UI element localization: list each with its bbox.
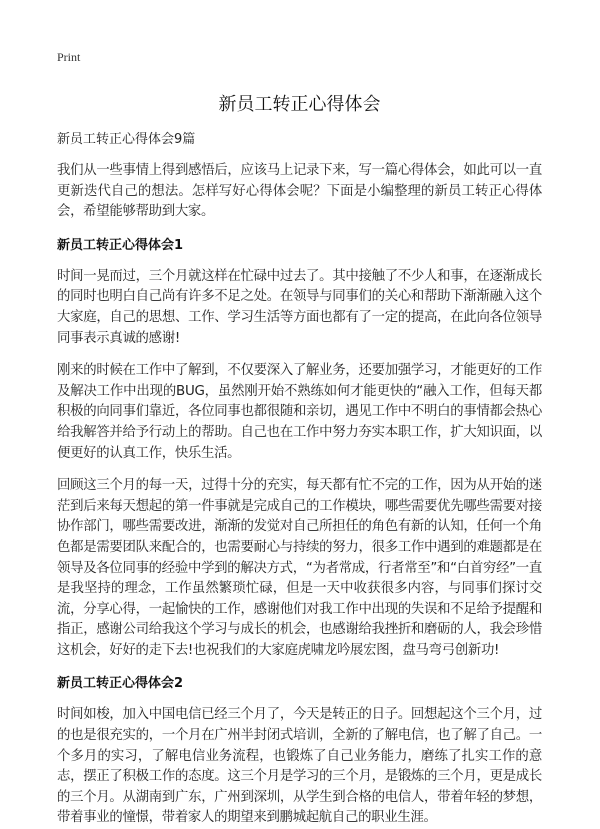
section-heading-2: 新员工转正心得体会2 xyxy=(57,676,184,692)
intro-paragraph: 我们从一些事情上得到感悟后，应该马上记录下来，写一篇心得体会，如此可以一直更新迭代自己的想法。怎样写好心得体会呢？下面是小编整理的新员工转正心得体会，希望能够帮助到大家。 xyxy=(57,163,542,220)
print-link[interactable]: Print xyxy=(57,50,81,64)
section-1-paragraph-3: 回顾这三个月的每一天，过得十分的充实，每天都有忙不完的工作，因为从开始的迷茫到后来每天想起的第一件事就是完成自己的工作模块，哪些需要优先哪些需要对接协作部门，哪些需要改进，渐渐的发觉对自己所担任的角色有新的认知，任何一个角色都是需要团队来配合的，也需要耐心与持续的努力，很多工作中遇到的难题都是在领导及各位同事的经验中学到的解决方式，“为者常成，行者常至”和“白首穷经”一直是我坚持的理念，工作虽然繁琐忙碌，但是一天中收获很多内容，与同事们探讨交流，分享心得，一起愉快的工作，感谢他们对我工作中出现的失误和不足给予提醒和指正，感谢公司给我这个学习与成长的机会，也感谢给我挫折和磨砺的人，我会珍惜这机会，好好的走下去!也祝我们的大家庭虎啸龙吟展宏图，盘马弯弓创新功! xyxy=(57,478,542,658)
section-heading-1: 新员工转正心得体会1 xyxy=(57,237,184,253)
document-subtitle: 新员工转正心得体会9篇 xyxy=(57,132,196,147)
document-title: 新员工转正心得体会 xyxy=(218,94,381,115)
section-1-paragraph-2: 刚来的时候在工作中了解到，不仅要深入了解业务，还要加强学习，才能更好的工作及解决工作中出现的BUG，虽然刚开始不熟练如何才能更快的“融入工作，但每天都积极的向同事们靠近，各位同事也都很随和亲切，遇见工作中不明白的事情都会热心给我解答并给予行动上的帮助。自己也在工作中努力夯实本职工作，扩大知识面，以便更好的认真工作，快乐生活。 xyxy=(57,363,542,461)
section-1-paragraph-1: 时间一晃而过，三个月就这样在忙碌中过去了。其中接触了不少人和事，在逐渐成长的同时也明白自己尚有许多不足之处。在领导与同事们的关心和帮助下渐渐融入这个大家庭，自己的思想、工作、学习生活等方面也都有了一定的提高，在此向各位领导同事表示真诚的感谢! xyxy=(57,268,542,346)
section-2-paragraph-1: 时间如梭，加入中国电信已经三个月了，今天是转正的日子。回想起这个三个月，过的也是很充实的，一个月在广州半封闭式培训，全新的了解电信，也了解了自己。一个多月的实习，了解电信业务流程，也锻炼了自己业务能力，磨练了扎实工作的意志，摆正了积极工作的态度。这三个月是学习的三个月，是锻炼的三个月，更是成长的三个月。从湖南到广东，广州到深圳，从学生到合格的电信人，带着年轻的梦想，带着事业的憧憬，带着家人的期望来到鹏城起航自己的职业生涯。 xyxy=(57,707,542,826)
